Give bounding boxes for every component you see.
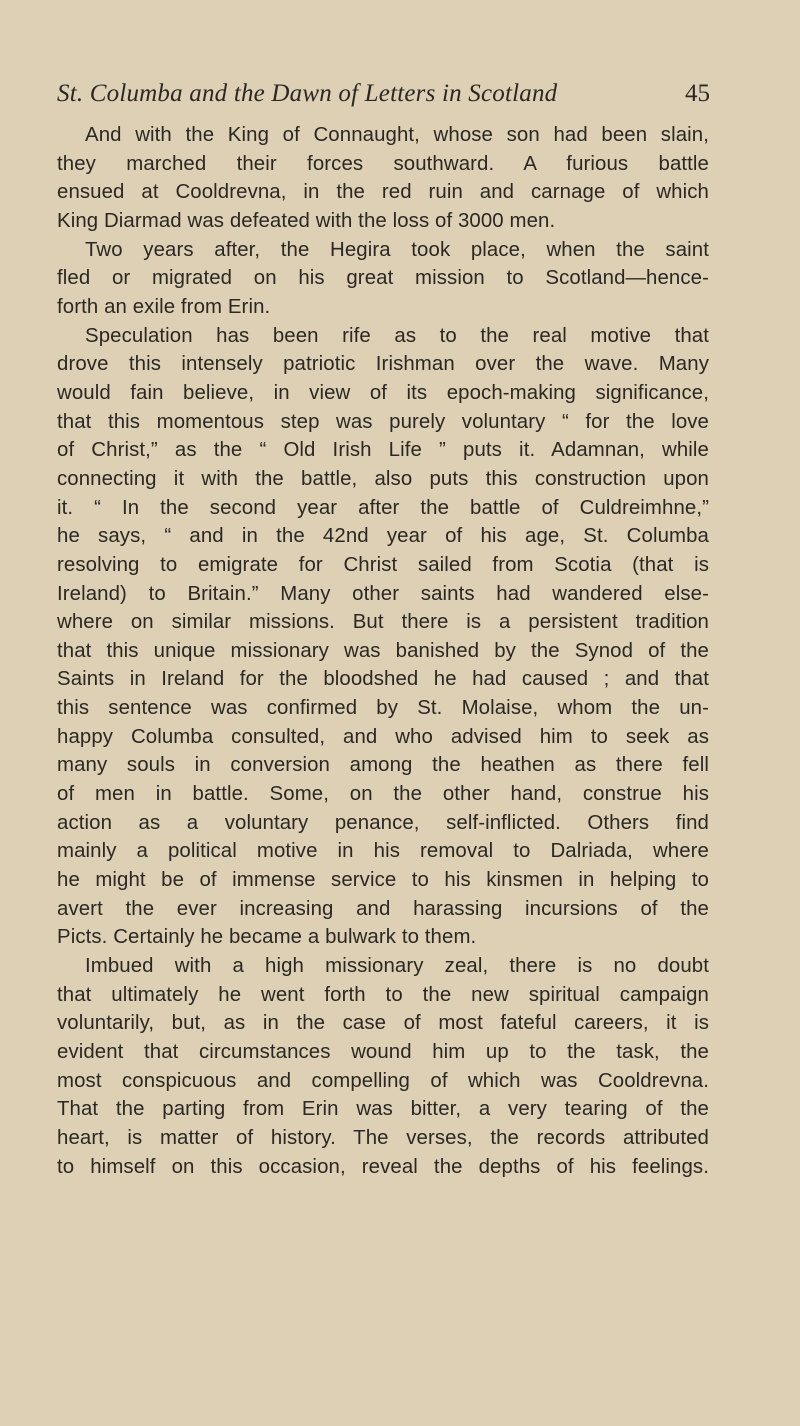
text-line: happy Columba consulted, and who advised him to seek as	[57, 725, 709, 748]
text-line: heart, is matter of history. The verses, the records attributed	[57, 1126, 709, 1149]
text-line: to himself on this occasion, reveal the depths of his feelings.	[57, 1155, 709, 1178]
text-line: avert the ever increasing and harassing incursions of the	[57, 897, 709, 920]
text-line: he says, “ and in the 42nd year of his age, St. Columba	[57, 525, 709, 548]
text-line: Two years after, the Hegira took place, when the saint	[85, 238, 709, 261]
text-line: it. “ In the second year after the battle of Culdreimhne,”	[57, 496, 709, 519]
text-line: fled or migrated on his great mission to Scotland—hence-	[57, 267, 709, 290]
text-line: most conspicuous and compelling of which was Cooldrevna.	[57, 1069, 709, 1092]
running-title: St. Columba and the Dawn of Letters in Scotland	[57, 80, 558, 107]
text-line: many souls in conversion among the heathen as there fell	[57, 754, 709, 777]
text-line: that ultimately he went forth to the new spiritual campaign	[57, 983, 709, 1006]
text-line: drove this intensely patriotic Irishman over the wave. Many	[57, 353, 709, 376]
page-number: 45	[685, 80, 710, 107]
text-line: resolving to emigrate for Christ sailed from Scotia (that is	[57, 553, 709, 576]
text-line: That the parting from Erin was bitter, a very tearing of the	[57, 1098, 709, 1121]
running-head	[57, 76, 710, 112]
text-line: connecting it with the battle, also puts this construction upon	[57, 467, 709, 490]
text-line: Imbued with a high missionary zeal, there is no doubt	[85, 955, 709, 978]
text-line: they marched their forces southward. A furious battle	[57, 152, 709, 175]
text-line: Speculation has been rife as to the real motive that	[85, 324, 709, 347]
text-line: that this momentous step was purely voluntary “ for the love	[57, 410, 709, 433]
text-line: King Diarmad was defeated with the loss of 3000 men.	[57, 209, 556, 232]
text-line: this sentence was confirmed by St. Molaise, whom the un-	[57, 697, 709, 720]
body-text	[57, 121, 709, 1181]
text-line: where on similar missions. But there is a persistent tradition	[57, 611, 709, 634]
text-line: that this unique missionary was banished by the Synod of the	[57, 639, 709, 662]
text-line: he might be of immense service to his kinsmen in helping to	[57, 869, 709, 892]
text-line: would fain believe, in view of its epoch-making significance,	[57, 381, 709, 404]
text-line: Picts. Certainly he became a bulwark to them.	[57, 926, 477, 949]
text-line: action as a voluntary penance, self-inflicted. Others find	[57, 811, 709, 834]
text-line: evident that circumstances wound him up to the task, the	[57, 1041, 709, 1063]
text-line: of Christ,” as the “ Old Irish Life ” puts it. Adamnan, while	[57, 439, 709, 462]
text-line: forth an exile from Erin.	[57, 295, 271, 318]
text-line: Saints in Ireland for the bloodshed he had caused ; and that	[57, 668, 709, 691]
text-line: of men in battle. Some, on the other hand, construe his	[57, 783, 709, 806]
text-line: voluntarily, but, as in the case of most fateful careers, it is	[57, 1012, 709, 1035]
text-line: mainly a political motive in his removal to Dalriada, where	[57, 840, 709, 863]
text-line: ensued at Cooldrevna, in the red ruin and carnage of which	[57, 181, 709, 204]
text-line: And with the King of Connaught, whose son had been slain,	[85, 124, 709, 146]
text-line: Ireland) to Britain.” Many other saints had wandered else-	[57, 582, 709, 605]
